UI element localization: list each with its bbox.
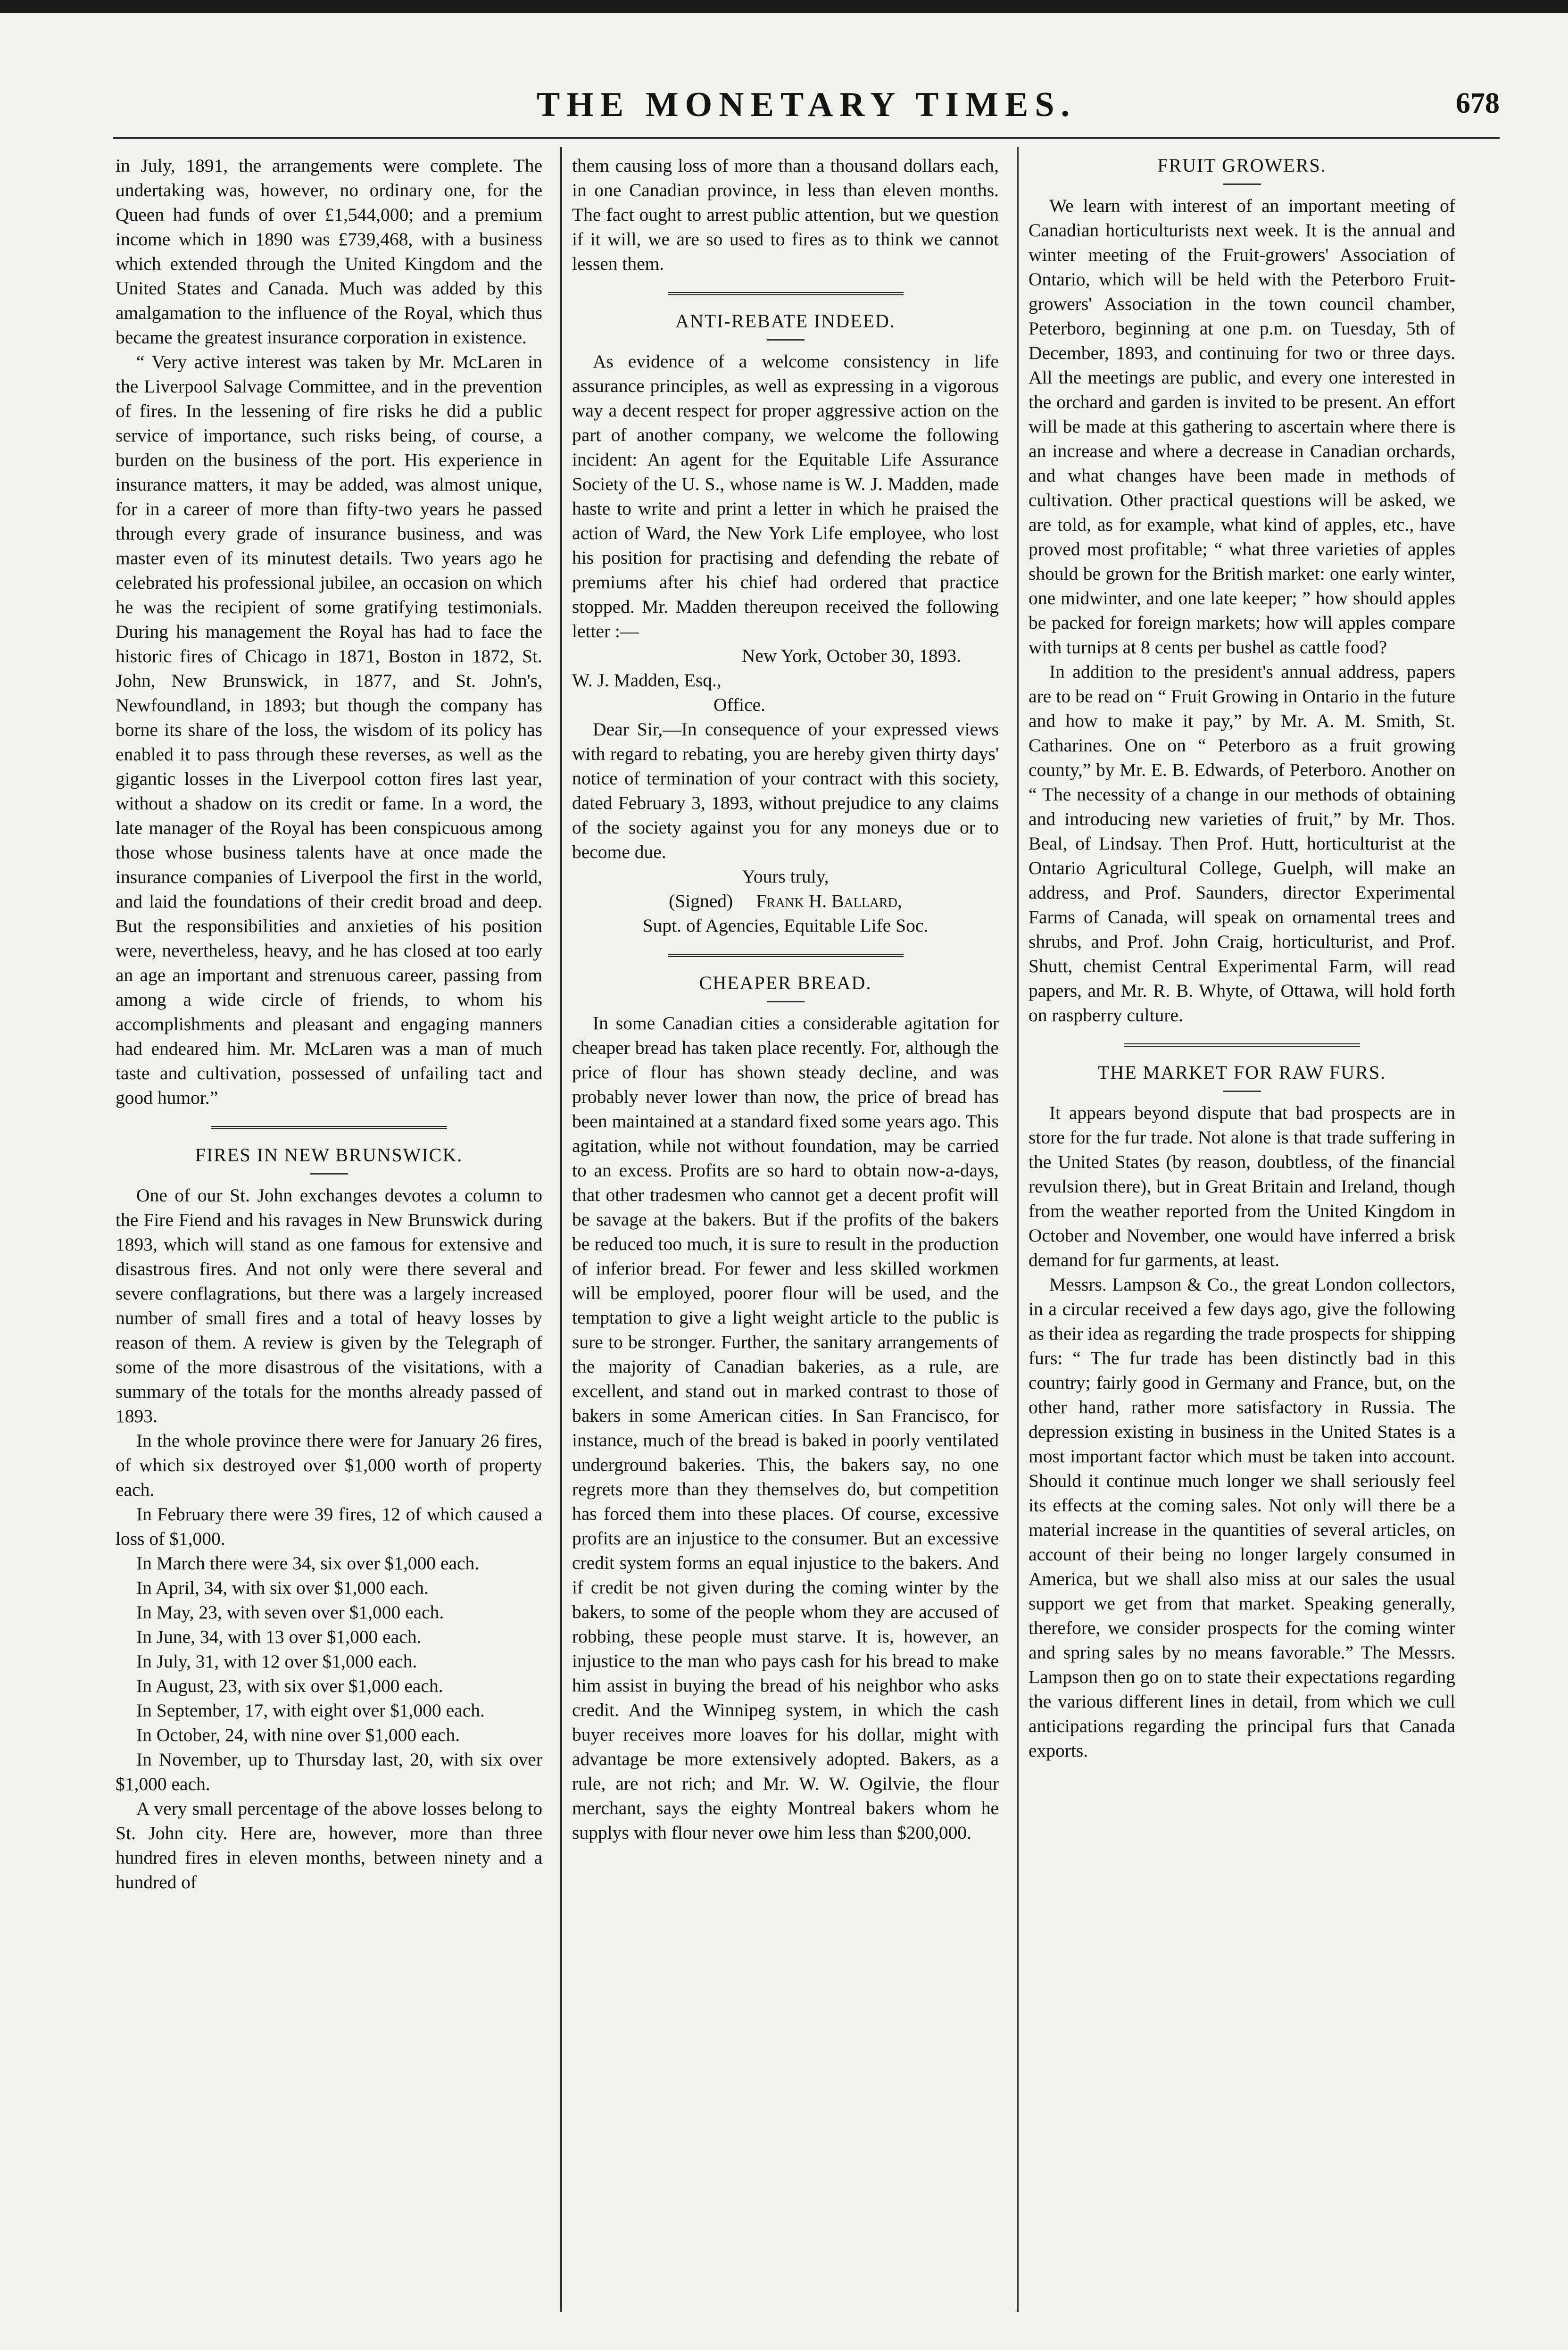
section-title-raw-furs: THE MARKET FOR RAW FURS. [1097,1062,1386,1083]
letter-date: New York, October 30, 1893. [741,645,961,666]
article-paragraph: In addition to the president's annual address, papers are to be read on “ Fruit Growing in Ontario in the future and how to make it pay,” by Mr. A. M. Smith, St. Catharines. One on “ Peterboro as a fruit growing county,” by Mr. E. B. Edwards, of Peterboro. Another on “ The necessity of a change in our methods of obtaining and introducing new varieties of fruit,” by Mr. Thos. Beal, of Lindsay. Then Prof. Hutt, horticulturist at the Ontario Agricultural College, Guelph, will make an address, and Prof. Saunders, director Experimental Farms of Canada, will speak on ornamental trees and shrubs, and Prof. John Craig, horticulturist, and Prof. Shutt, chemist Central Experimental Farm, will read papers, and Mr. R. B. Whyte, of Ottawa, will hold forth on raspberry culture. [1029,661,1455,1025]
section-rule [1124,1043,1360,1048]
masthead: THE MONETARY TIMES. [537,85,1076,124]
section-rule [668,292,904,297]
list-item: In June, 34, with 13 over $1,000 each. [136,1626,422,1647]
article-paragraph: In November, up to Thursday last, 20, with six over $1,000 each. [116,1749,542,1794]
article-paragraph: As evidence of a welcome consistency in life assurance principles, as well as expressing in a vigorous way a decent respect for proper aggressive action on the part of another company, we welcome the following incident: An agent for the Equitable Life Assurance Society of the U. S., whose name is W. J. Madden, made haste to write and print a letter in which he praised the action of Ward, the New York Life employee, who lost his position for practising and defending the rebate of premiums after his chief had ordered that practice stopped. Mr. Madden thereupon received the following letter :— [572,351,999,642]
list-item: In April, 34, with six over $1,000 each. [136,1577,429,1598]
page-number: 678 [1456,87,1500,119]
title-underline [310,1173,348,1175]
article-paragraph: In March there were 34, six over $1,000 each. [136,1553,480,1574]
list-item: In July, 31, with 12 over $1,000 each. [136,1651,417,1672]
article-paragraph: In February there were 39 fires, 12 of which caused a loss of $1,000. [116,1504,542,1549]
signed-label: (Signed) [669,891,733,911]
scan-top-border [0,0,1568,13]
article-paragraph: It appears beyond dispute that bad prospects are in store for the fur trade. Not alone is that trade suffering in the United States (by reason, doubtless, of the financial revulsion there), but in Great Britain and Ireland, though from the weather reported from the United Kingdom in October and November, one would have inferred a brisk demand for fur garments, at least. [1029,1102,1455,1270]
signer-title: Supt. of Agencies, Equitable Life Soc. [642,915,929,936]
column-divider-1 [560,147,562,2312]
letter-close: Yours truly, [742,866,829,887]
article-paragraph: in July, 1891, the arrangements were complete. The undertaking was, however, no ordinary one, for the Queen had funds of over £1,544,000; and a premium income which in 1890 was £739,468, with a business which extended through the United Kingdom and the United States and Canada. Much was added by this amalgamation to the influence of the Royal, which thus became the greatest insurance corporation in existence. [116,155,542,348]
article-paragraph: In September, 17, with eight over $1,000 each. [136,1700,485,1721]
title-underline [767,339,805,341]
section-title-fires: FIRES IN NEW BRUNSWICK. [195,1144,463,1166]
letter-office: Office. [713,694,766,715]
article-paragraph: A very small percentage of the above losses belong to St. John city. Here are, however, more than three hundred fires in eleven months, between ninety and a hundred of [116,1798,542,1892]
title-underline [1223,183,1261,185]
column-divider-2 [1017,147,1019,2312]
article-paragraph: We learn with interest of an important meeting of Canadian horticulturists next week. It is the annual and winter meeting of the Fruit-growers' Association of Ontario, which will be held with the Peterboro Fruit-growers' Association in the town council chamber, Peterboro, beginning at one p.m. on Tuesday, 5th of December, 1893, and continuing for two or three days. All the meetings are public, and every one interested in the orchard and garden is invited to be present. An effort will be made at this gathering to ascertain where there is an increase and where a decrease in Canadian orchards, and what changes have been made in methods of cultivation. Other practical questions will be asked, we are told, as for example, what kind of apples, etc., have proved most profitable; “ what three varieties of apples should be grown for the British market: one early winter, one midwinter, and one late keeper; ” how should apples be packed for foreign markets; how will apples compare with turnips at 8 cents per bushel as cattle food? [1029,195,1455,658]
letter-addressee: W. J. Madden, Esq., [572,670,722,691]
title-underline [1223,1091,1261,1092]
letter-body: Dear Sir,—In consequence of your expressed views with regard to rebating, you are hereby given thirty days' notice of termination of your contract with this society, dated February 3, 1893, without prejudice to any claims of the society against you for any moneys due or to become due. [572,719,999,862]
article-paragraph: “ Very active interest was taken by Mr. McLaren in the Liverpool Salvage Committee, and in the prevention of fires. In the lessening of fire risks he did a public service of importance, such risks being, of course, a burden on the business of the port. His experience in insurance matters, it may be added, was almost unique, for in a career of more than fifty-two years he passed through every grade of insurance business, and was master even of its minutest details. Two years ago he celebrated his professional jubilee, an occasion on which he was the recipient of some gratifying testimonials. During his management the Royal has had to face the historic fires of Chicago in 1871, Boston in 1872, St. John, New Brunswick, in 1877, and St. John's, Newfoundland, in 1893; but though the company has borne its share of the loss, the wisdom of its policy has enabled it to pass through these reverses, as well as the gigantic losses in the Liverpool cotton fires last year, without a shadow on its credit or fame. In a word, the late manager of the Royal has been conspicuous among those whose business talents have at once made the insurance companies of Liverpool the first in the world, and laid the foundations of their credit broad and deep. But the responsibilities and anxieties of his position were, nevertheless, heavy, and he has closed at too early an age an important and strenuous career, passing from among a wide circle of friends, to whom his accomplishments and pleasant and engaging manners had endeared him. Mr. McLaren was a man of much taste and cultivation, possessed of unfailing tact and good humor.” [116,351,542,1108]
section-title-cheaper-bread: CHEAPER BREAD. [699,972,872,993]
article-paragraph: In some Canadian cities a considerable agitation for cheaper bread has taken place recently. For, although the price of flour has shown steady decline, and was probably never lower than now, the price of bread has been maintained at a standard fixed some years ago. This agitation, while not without foundation, may be carried to an excess. Profits are so hard to obtain now-a-days, that other tradesmen who cannot get a decent profit will be savage at the bakers. But if the profits of the bakers be reduced too much, it is sure to result in the production of inferior bread. For fewer and less skilled workmen will be employed, poorer flour will be used, and the temptation to give a light weight article to the public is sure to be stronger. Further, the sanitary arrangements of the majority of Canadian bakeries, as a rule, are excellent, and stand out in marked contrast to those of bakers in some American cities. In San Francisco, for instance, much of the bread is baked in poorly ventilated underground bakeries. This, the bakers say, no one regrets more than they themselves do, but competition has forced them into these places. Of course, excessive profits are an injustice to the consumer. But an excessive credit system forms an equal injustice to the bakers. And if credit be not given during the coming winter by the bakers, to some of the people whom they are accused of robbing, these people must starve. It is, however, an injustice to the man who pays cash for his bread to make him assist in buying the bread of his neighbor who asks credit. And the Winnipeg system, in which the cash buyer receives more loaves for his dollar, might with advantage be more extensively adopted. Bakers, as a rule, are not rich; and Mr. W. W. Ogilvie, the flour merchant, says the eighty Montreal bakers whom he supplys with flour never owe him less than $200,000. [572,1013,999,1843]
column-2 [572,153,999,1845]
column-1 [116,153,542,1894]
list-item: In August, 23, with six over $1,000 each. [136,1675,443,1696]
article-paragraph: One of our St. John exchanges devotes a column to the Fire Fiend and his ravages in New Brunswick during 1893, which will stand as one famous for extensive and disastrous fires. And not only were there several and severe conflagrations, but there was a largely increased number of small fires and a total of heavy losses by reason of them. A review is given by the Telegraph of some of the more disastrous of the visitations, with a summary of the totals for the months already passed of 1893. [116,1185,542,1426]
list-item: In May, 23, with seven over $1,000 each. [136,1602,444,1623]
section-title-fruit-growers: FRUIT GROWERS. [1157,155,1327,176]
section-title-anti-rebate: ANTI-REBATE INDEED. [675,310,896,332]
signer-name: Frank H. Ballard, [756,891,902,911]
article-paragraph: In the whole province there were for January 26 fires, of which six destroyed over $1,000 worth of property each. [116,1430,542,1500]
page-header [113,85,1500,137]
header-rule [113,137,1500,139]
column-3 [1029,153,1455,1763]
fires-monthly-list [116,1575,542,1698]
article-paragraph: In October, 24, with nine over $1,000 each. [136,1725,460,1745]
article-paragraph: them causing loss of more than a thousand dollars each, in one Canadian province, in less than eleven months. The fact ought to arrest public attention, but we question if it will, we are so used to fires as to think we cannot lessen them. [572,155,999,274]
letter-signature [572,889,999,913]
section-rule [668,954,904,958]
article-paragraph: Messrs. Lampson & Co., the great London collectors, in a circular received a few days ago, give the following as their idea as regarding the trade prospects for shipping furs: “ The fur trade has been distinctly bad in this country; fairly good in Germany and France, but, on the other hand, rather more satisfactory in Russia. The depression existing in business in the United States is a most important factor which must be taken into account. Should it continue much longer we shall seriously feel its effects at the coming sales. Not only will there be a material increase in the quantities of several articles, on account of their being no longer largely consumed in America, but we shall also miss at our sales the usual support we get from that market. Speaking generally, therefore, we consider prospects for the coming winter and spring sales by no means favorable.” The Messrs. Lampson then go on to state their expectations regarding the various different lines in detail, from which we cull anticipations regarding the principal furs that Canada exports. [1029,1274,1455,1761]
title-underline [767,1001,805,1002]
section-rule [211,1126,447,1131]
